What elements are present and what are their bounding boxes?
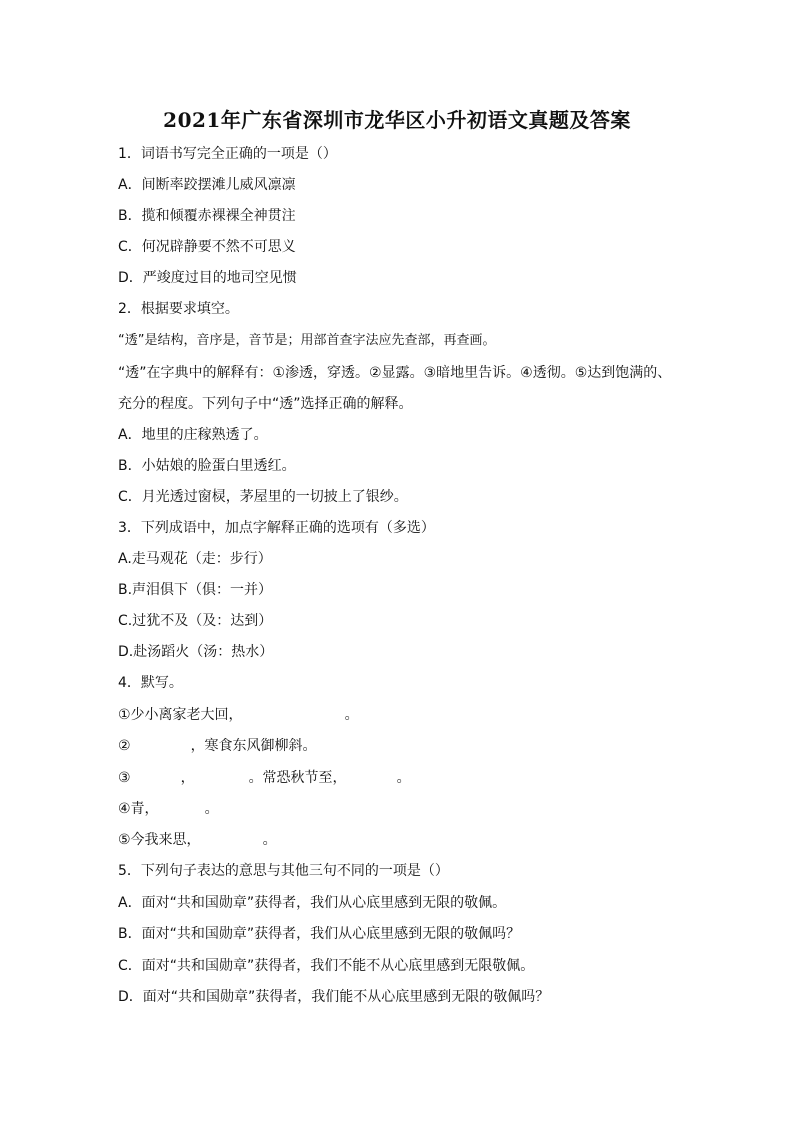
q1-option-c: C．何况辟静要不然不可思义	[118, 239, 296, 255]
q5-option-a: A．面对“共和国勋章”获得者，我们从心底里感到无限的敬佩。	[118, 895, 507, 911]
q1-option-d: D．严竣度过目的地司空见惯	[118, 270, 297, 286]
q1-option-b: B．揽和倾覆赤裸裸全神贯注	[118, 208, 296, 224]
q2-fill-line: “透”是结构，音序是，音节是；用部首查字法应先查部，再查画。	[118, 333, 496, 348]
q4-line-3-mark: ③	[118, 770, 131, 786]
q4-line-5-end: 。	[262, 832, 277, 848]
q5-option-d: D．面对“共和国勋章”获得者，我们能不从心底里感到无限的敬佩吗？	[118, 989, 550, 1005]
q4-line-3	[118, 769, 411, 787]
q5-option-c: C．面对“共和国勋章”获得者，我们不能不从心底里感到无限敬佩。	[118, 958, 535, 974]
q4-line-1-text: ①少小离家老大回，	[118, 707, 243, 723]
q4-line-2	[118, 737, 317, 755]
q3-option-c: C.过犹不及（及：达到）	[118, 613, 273, 629]
q2-sentence-b: B．小姑娘的脸蛋白里透红。	[118, 458, 296, 474]
q5-option-b: B．面对“共和国勋章”获得者，我们从心底里感到无限的敬佩吗？	[118, 926, 521, 942]
q4-line-4-text: ④青，	[118, 801, 159, 817]
q3-stem: 3．下列成语中，加点字解释正确的选项有（多选）	[118, 520, 435, 536]
q4-stem: 4．默写。	[118, 675, 183, 691]
q3-option-d: D.赴汤蹈火（汤：热水）	[118, 644, 274, 660]
q5-stem: 5．下列句子表达的意思与其他三句不同的一项是（）	[118, 863, 449, 879]
q4-line-4-end: 。	[204, 801, 219, 817]
q4-line-3-comma: ，	[180, 770, 195, 786]
q1-stem: 1．词语书写完全正确的一项是（）	[118, 146, 337, 162]
q4-line-3-end: 。	[396, 770, 411, 786]
q2-instruction: 充分的程度。下列句子中“透”选择正确的解释。	[118, 396, 413, 412]
q4-line-5	[118, 831, 277, 849]
q4-line-1	[118, 706, 359, 724]
q4-line-3-text: 。常恐秋节至，	[248, 770, 347, 786]
q2-definitions: “透”在字典中的解释有：①渗透，穿透。②显露。③暗地里告诉。④透彻。⑤达到饱满的、	[118, 365, 672, 381]
q3-option-a: A.走马观花（走：步行）	[118, 551, 272, 567]
q3-option-b: B.声泪俱下（俱：一并）	[118, 582, 273, 598]
q2-stem: 2．根据要求填空。	[118, 301, 239, 317]
q2-sentence-a: A．地里的庄稼熟透了。	[118, 427, 268, 443]
q4-line-1-end: 。	[344, 707, 359, 723]
q2-sentence-c: C．月光透过窗棂，茅屋里的一切披上了银纱。	[118, 489, 408, 505]
page-title: 2021年广东省深圳市龙华区小升初语文真题及答案	[163, 108, 631, 132]
q4-line-5-text: ⑤今我来思，	[118, 832, 201, 848]
q1-option-a: A．间断率跤摆滩儿威风凛凛	[118, 177, 296, 193]
q4-line-2-mark: ②	[118, 738, 131, 754]
q4-line-2-text: ，寒食东风御柳斜。	[190, 738, 317, 754]
q4-line-4	[118, 800, 219, 818]
